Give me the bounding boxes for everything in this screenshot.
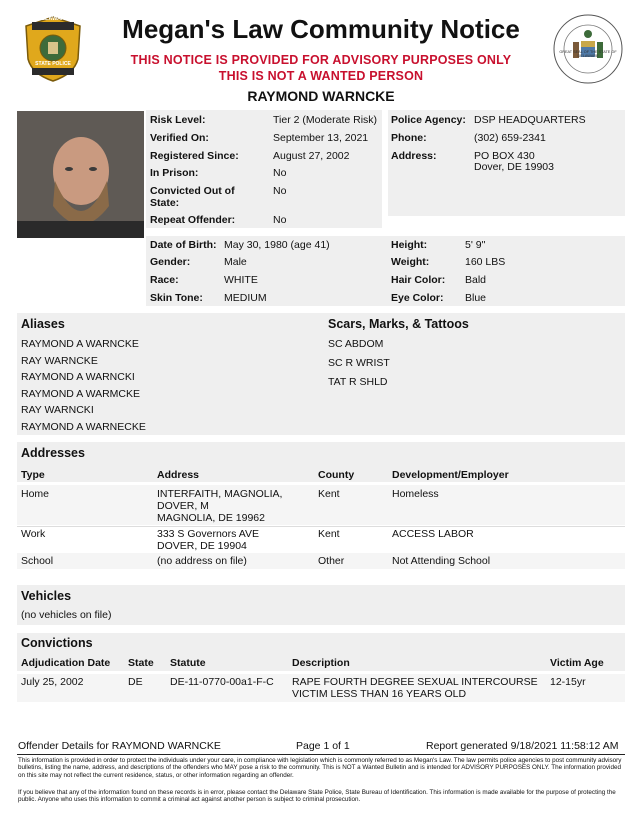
conviction-description: VICTIM LESS THAN 16 YEARS OLD xyxy=(292,688,467,700)
alias-item: RAY WARNCKI xyxy=(21,404,94,416)
vehicles-heading: Vehicles xyxy=(21,589,72,603)
address-dev: ACCESS LABOR xyxy=(392,528,474,540)
agency-value: DSP HEADQUARTERS xyxy=(474,114,586,126)
address-dev: Homeless xyxy=(392,488,439,500)
alias-item: RAYMOND A WARNCKI xyxy=(21,371,135,383)
risk-level-value: Tier 2 (Moderate Risk) xyxy=(273,114,378,126)
address-line: 333 S Governors AVE xyxy=(157,528,259,540)
agency-address-line-1: PO BOX 430 xyxy=(474,150,535,162)
alias-item: RAY WARNCKE xyxy=(21,355,98,367)
in-prison-value: No xyxy=(273,167,287,179)
address-type: Work xyxy=(21,528,46,540)
alias-item: RAYMOND A WARMCKE xyxy=(21,388,141,400)
race-value: WHITE xyxy=(224,274,258,286)
address-type: School xyxy=(21,555,54,567)
col-description: Description xyxy=(292,657,350,669)
skin-value: MEDIUM xyxy=(224,292,267,304)
in-prison-label: In Prison: xyxy=(150,167,199,179)
skin-label: Skin Tone: xyxy=(150,292,203,304)
conviction-state: DE xyxy=(128,676,143,688)
race-label: Race: xyxy=(150,274,179,286)
conviction-statute: DE-11-0770-00a1-F-C xyxy=(170,676,274,688)
marks-heading: Scars, Marks, & Tattoos xyxy=(328,317,469,331)
convicted-out-value: No xyxy=(273,185,287,197)
footer-disclaimer-1: This information is provided in order to protect the individuals under your care, in compliance with legislation which is commonly referred to as Megan's Law. The law permits police agencies to post community advisory bulletins, listing the name, address, and descriptions of the offenders who MAY pose a risk to the community. This is NOT a Wanted Bulletin and is intended for ADVISORY PURPOSES ONLY. The information provided on this site may not reflect the current residence, status, or other information regarding an offender. xyxy=(18,757,622,779)
col-type: Type xyxy=(21,469,45,481)
mark-item: TAT R SHLD xyxy=(328,376,388,388)
col-development: Development/Employer xyxy=(392,469,509,481)
footer-offender-details: Offender Details for RAYMOND WARNCKE xyxy=(18,740,221,752)
address-line: DOVER, M xyxy=(157,500,209,512)
eye-label: Eye Color: xyxy=(391,292,444,304)
address-line: INTERFAITH, MAGNOLIA, xyxy=(157,488,283,500)
convictions-heading: Convictions xyxy=(21,636,93,650)
offender-photo xyxy=(17,111,144,238)
verified-value: September 13, 2021 xyxy=(273,132,369,144)
badge-text-top: DELAWARE xyxy=(37,16,69,22)
address-line: DOVER, DE 19904 xyxy=(157,540,247,552)
col-victim-age: Victim Age xyxy=(550,657,604,669)
agency-label: Police Agency: xyxy=(391,114,466,126)
conviction-description: RAPE FOURTH DEGREE SEXUAL INTERCOURSE xyxy=(292,676,538,688)
dob-label: Date of Birth: xyxy=(150,239,217,251)
address-dev: Not Attending School xyxy=(392,555,491,567)
col-statute: Statute xyxy=(170,657,206,669)
conviction-victim-age: 12-15yr xyxy=(550,676,586,688)
gender-label: Gender: xyxy=(150,256,191,268)
page-title: Megan's Law Community Notice xyxy=(122,14,520,44)
alias-item: RAYMOND A WARNCKE xyxy=(21,338,139,350)
alias-item: RAYMOND A WARNECKE xyxy=(21,421,146,433)
phone-label: Phone: xyxy=(391,132,427,144)
registered-label: Registered Since: xyxy=(150,150,239,162)
height-value: 5' 9" xyxy=(465,239,486,251)
footer-page-number: Page 1 of 1 xyxy=(296,740,350,752)
divider xyxy=(17,526,625,527)
hair-value: Bald xyxy=(465,274,487,286)
address-county: Kent xyxy=(318,488,340,500)
risk-level-label: Risk Level: xyxy=(150,114,206,126)
mark-item: SC ABDOM xyxy=(328,338,384,350)
footer-generated: Report generated 9/18/2021 11:58:12 AM xyxy=(426,740,619,752)
eye-value: Blue xyxy=(465,292,487,304)
address-county: Kent xyxy=(318,528,340,540)
mark-item: SC R WRIST xyxy=(328,357,390,369)
advisory-warning: THIS NOTICE IS PROVIDED FOR ADVISORY PURPOSES ONLY xyxy=(130,53,512,67)
weight-value: 160 LBS xyxy=(465,256,506,268)
col-adjudication-date: Adjudication Date xyxy=(21,657,111,669)
height-label: Height: xyxy=(391,239,428,251)
no-vehicles-text: (no vehicles on file) xyxy=(21,609,112,621)
address-label: Address: xyxy=(391,150,437,162)
repeat-offender-value: No xyxy=(273,214,287,226)
convicted-out-label: Convicted Out of State: xyxy=(150,185,235,209)
phone-value: (302) 659-2341 xyxy=(474,132,546,144)
col-address: Address xyxy=(157,469,200,481)
repeat-offender-label: Repeat Offender: xyxy=(150,214,236,226)
physical-box xyxy=(146,236,625,306)
weight-label: Weight: xyxy=(391,256,430,268)
person-photo-icon xyxy=(17,111,144,238)
addresses-heading: Addresses xyxy=(21,446,85,460)
footer-disclaimer-2: If you believe that any of the information found on these records is in error, please contact the Delaware State Police, State Bureau of Identification. This information is made available for the purpose of protecting the public. Anyone who uses this information to commit a criminal act against another person is subject to criminal prosecution. xyxy=(18,789,616,804)
gender-value: Male xyxy=(224,256,247,268)
registered-value: August 27, 2002 xyxy=(273,150,350,162)
col-county: County xyxy=(318,469,355,481)
col-state: State xyxy=(128,657,154,669)
seal-text: GREAT SEAL OF THE STATE OF DELAWARE xyxy=(559,50,617,58)
address-type: Home xyxy=(21,488,50,500)
not-wanted-warning: THIS IS NOT A WANTED PERSON xyxy=(218,69,424,83)
footer-divider xyxy=(17,754,625,755)
offender-name: RAYMOND WARNCKE xyxy=(247,88,395,104)
address-county: Other xyxy=(318,555,345,567)
dob-value: May 30, 1980 (age 41) xyxy=(224,239,330,251)
aliases-heading: Aliases xyxy=(21,317,65,331)
badge-text-bottom: STATE POLICE xyxy=(35,61,71,67)
address-line: MAGNOLIA, DE 19962 xyxy=(157,512,265,524)
hair-label: Hair Color: xyxy=(391,274,446,286)
verified-label: Verified On: xyxy=(150,132,209,144)
agency-address-line-2: Dover, DE 19903 xyxy=(474,161,554,173)
address-line: (no address on file) xyxy=(157,555,247,567)
conviction-date: July 25, 2002 xyxy=(21,676,84,688)
